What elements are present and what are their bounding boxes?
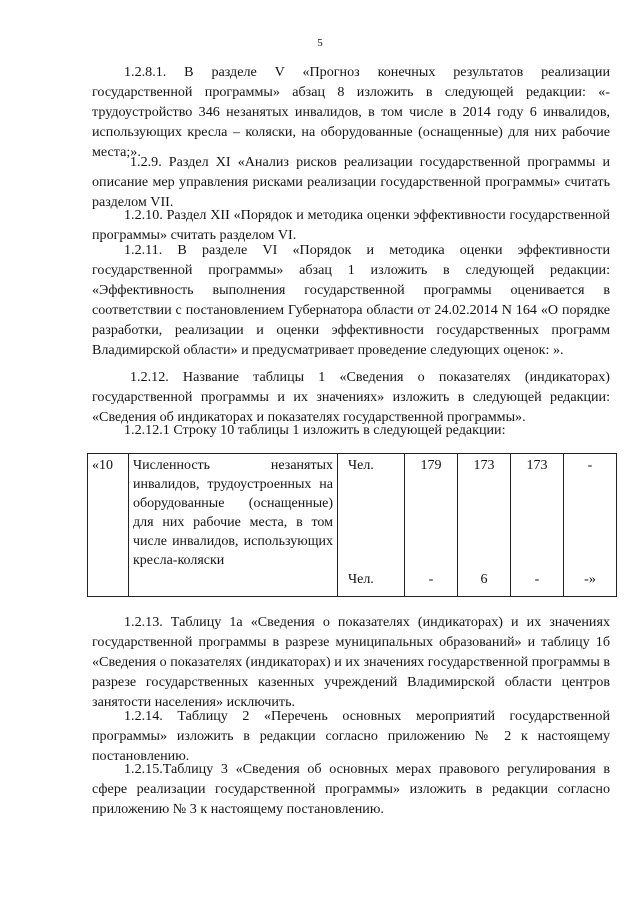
unit-bottom: Чел. [348,572,374,587]
indicator-name-cell: Численность незанятых инвалидов, трудоустроенных на оборудованные (оснащенные) для них рабочие места, в том числе инвалидов, использующих кресла-коляски [129,454,338,597]
value-top-3: 173 [526,458,548,473]
indicator-table [87,453,617,597]
paragraph-1-2-11: 1.2.11. В разделе VI «Порядок и методика оценки эффективности государственной программы» абзац 1 изложить в следующей редакции: «Эффективность выполнения государственной программы оценивается в соответствии с постановлением Губернатора области от 24.02.2014 N 164 «О порядке разработки, реализации и оценки эффективности государственных программ Владимирской области» и предусматривает проведение следующих оценок: ». [92,242,610,358]
value-top-1: 179 [420,458,442,473]
unit-cell [338,454,405,597]
value-top-2: 173 [473,458,495,473]
unit-top: Чел. [348,458,374,473]
value-cell-3 [511,454,564,597]
value-bottom-4: -» [584,572,596,587]
paragraph-1-2-13: 1.2.13. Таблицу 1а «Сведения о показателях (индикаторах) и их значениях государственной программы в разрезе муниципальных образований» и таблицу 1б «Сведения о показателях (индикаторах) и их значениях государственной программы в разрезе государственных казенных учреждений Владимирской области центров занятости населения» исключить. [92,614,610,710]
value-bottom-1: - [428,572,434,587]
paragraph-1-2-10: 1.2.10. Раздел XII «Порядок и методика оценки эффективности государственной программы» считать разделом VI. [92,207,610,243]
row-number-cell: «10 [88,454,129,597]
paragraph-1-2-8-1: 1.2.8.1. В разделе V «Прогноз конечных результатов реализации государственной программы» абзац 8 изложить в следующей редакции: «- трудоустройство 346 незанятых инвалидов, в том числе в 2014 году 6 инвалидов, использующих кресла – коляски, на оборудованные (оснащенные) для них рабочие места;». [92,64,610,160]
value-bottom-2: 6 [480,572,488,587]
value-cell-2 [458,454,511,597]
table-row [88,454,617,597]
paragraph-1-2-9: 1.2.9. Раздел XI «Анализ рисков реализации государственной программы и описание мер управления рисками реализации государственной программы» считать разделом VII. [92,154,610,210]
value-bottom-3: - [534,572,540,587]
page-number: 5 [317,37,323,49]
paragraph-1-2-12: 1.2.12. Название таблицы 1 «Сведения о показателях (индикаторах) государственной программы и их значениях» изложить в следующей редакции: «Сведения об индикаторах и показателях государственной программы». [92,369,610,425]
value-cell-1 [405,454,458,597]
paragraph-1-2-12-1: 1.2.12.1 Строку 10 таблицы 1 изложить в следующей редакции: [124,422,506,438]
paragraph-1-2-15: 1.2.15.Таблицу 3 «Сведения об основных мерах правового регулирования в сфере реализации государственной программы» изложить в редакции согласно приложению № 3 к настоящему постановлению. [92,761,610,817]
value-cell-4 [564,454,617,597]
value-top-4: - [587,458,593,473]
paragraph-1-2-14: 1.2.14. Таблицу 2 «Перечень основных мероприятий государственной программы» изложить в редакции согласно приложению № 2 к настоящему постановлению. [92,708,610,764]
